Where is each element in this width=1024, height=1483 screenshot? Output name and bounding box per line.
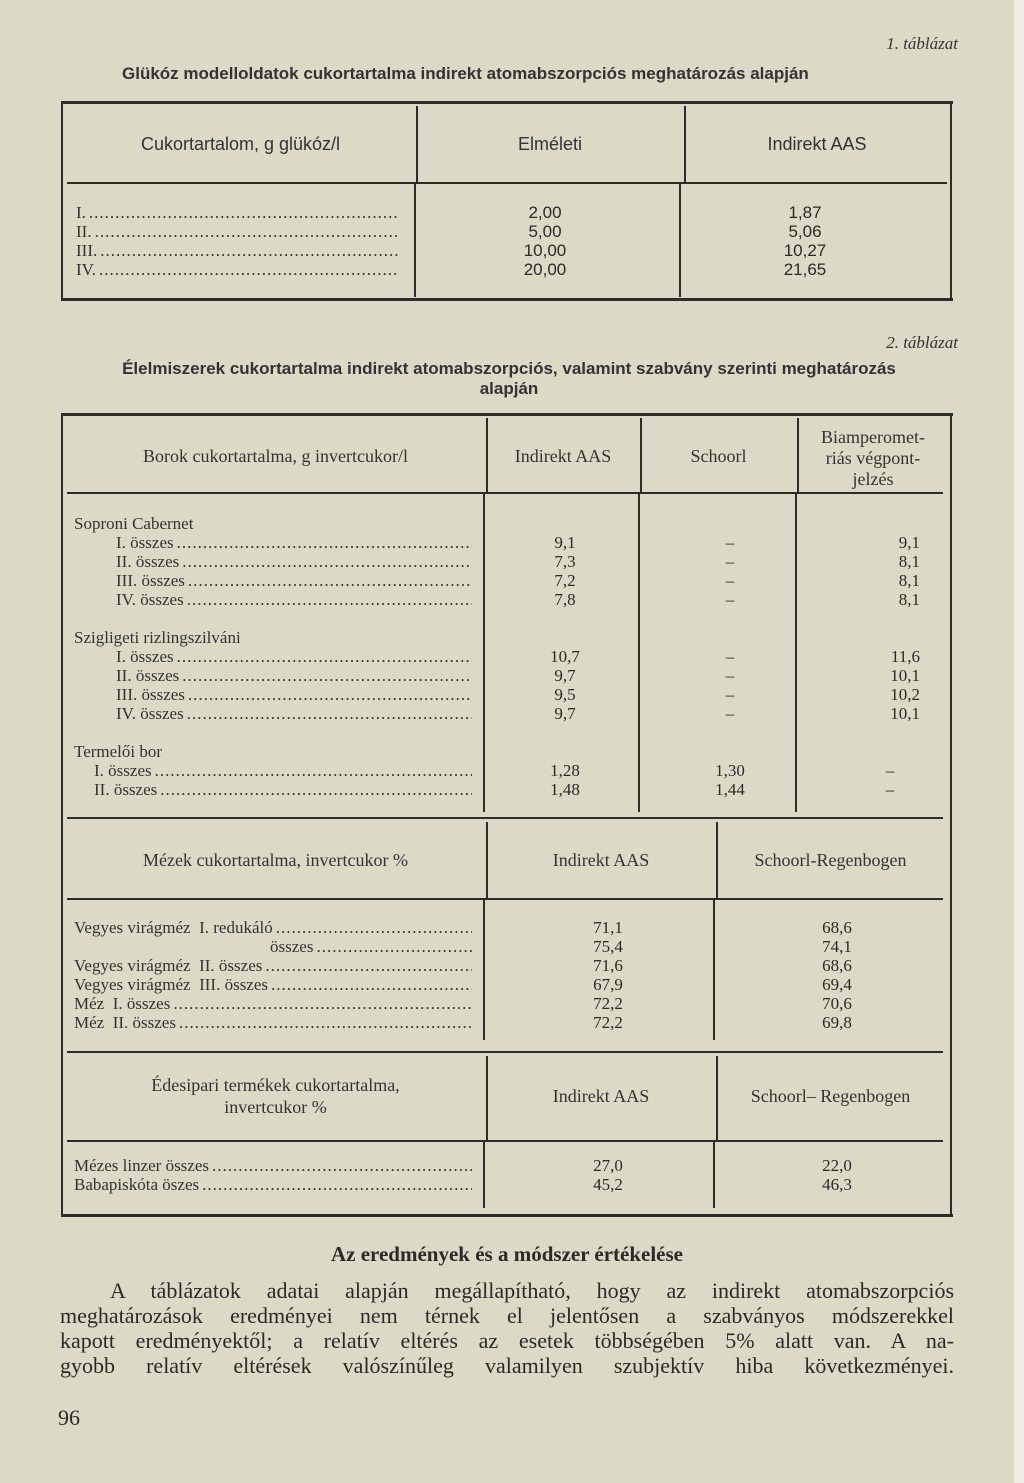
section-body — [60, 1278, 954, 1378]
honey-row-label: Vegyes virágméz I. redukáló — [74, 918, 273, 937]
table1-header-cukortartalom: Cukortartalom, g glükóz/l — [140, 134, 341, 154]
page-number: 96 — [58, 1405, 80, 1430]
confect-labels — [74, 1156, 472, 1194]
wine-row-label: II. összes — [116, 666, 180, 685]
wine-row-label: II. összes — [94, 780, 158, 799]
table1-number: 1. táblázat — [886, 34, 958, 53]
table1-title: Glükóz modelloldatok cukortartalma indirekt atomabszorpciós meghatározás alapján — [122, 64, 809, 83]
confect-schoorl-column — [797, 1156, 877, 1194]
wine-header-indirekt-aas: Indirekt AAS — [514, 446, 612, 466]
table1-aas-value: 5,06 — [788, 222, 822, 241]
table1-header-elmeleti: Elméleti — [517, 134, 583, 154]
honey-aas-value: 72,2 — [593, 1013, 623, 1032]
honey-row-label: Méz II. összes — [74, 1013, 176, 1032]
wine-aas-column — [525, 533, 605, 799]
wine-header-biamperometrias — [799, 427, 947, 490]
wine-schoorl-value: – — [725, 685, 735, 704]
table1-row-label: III. — [76, 241, 98, 260]
wine-schoorl-value: – — [725, 704, 735, 723]
wine-aas-value: 10,7 — [550, 647, 580, 666]
wine-biamp-value: 8,1 — [898, 590, 920, 609]
confect-aas-column — [568, 1156, 648, 1194]
wine-schoorl-column — [690, 533, 770, 799]
confect-schoorl-value: 22,0 — [822, 1156, 852, 1175]
table1-elmeleti-column — [500, 203, 590, 279]
confect-header-line1: Édesipari termékek cukortartalma, — [151, 1075, 400, 1095]
wine-biamp-value: 9,1 — [898, 533, 920, 552]
honey-schoorl-column — [797, 918, 877, 1032]
confect-header-line2: invertcukor % — [224, 1097, 327, 1117]
wine-schoorl-value: – — [725, 590, 735, 609]
confect-header-schoorl-regenbogen: Schoorl– Regenbogen — [750, 1086, 911, 1106]
wine-header-biamp-line3: jelzés — [852, 469, 894, 489]
wine-aas-value: 7,3 — [554, 552, 576, 571]
body-line: A táblázatok adatai alapján megállapítható, hogy az indirekt atomabszorpciós — [110, 1278, 954, 1303]
table1-row-label: IV. — [76, 260, 96, 279]
table1-aas-value: 1,87 — [788, 203, 822, 222]
wine-aas-value: 9,5 — [554, 685, 576, 704]
wine-schoorl-value: – — [725, 533, 735, 552]
honey-aas-column — [568, 918, 648, 1032]
table1-elmeleti-value: 10,00 — [523, 241, 567, 260]
confect-schoorl-value: 46,3 — [822, 1175, 852, 1194]
honey-schoorl-value: 68,6 — [822, 956, 852, 975]
honey-schoorl-value: 68,6 — [822, 918, 852, 937]
confect-row-label: Mézes linzer összes — [74, 1156, 210, 1175]
wine-schoorl-value: 1,30 — [715, 761, 745, 780]
wine-schoorl-value: – — [725, 552, 735, 571]
confect-header-indirekt-aas: Indirekt AAS — [552, 1086, 650, 1106]
table1-row-label: II. — [76, 222, 92, 241]
wine-labels — [74, 514, 472, 799]
table1-aas-value: 10,27 — [783, 241, 827, 260]
wine-biamp-value: 10,1 — [890, 666, 920, 685]
wine-group-name: Szigligeti rizlingszilváni — [74, 628, 241, 647]
honey-schoorl-value: 69,4 — [822, 975, 852, 994]
wine-row-label: IV. összes — [116, 590, 184, 609]
wine-row-label: III. összes — [116, 685, 185, 704]
wine-row-label: IV. összes — [116, 704, 184, 723]
wine-aas-value: 7,8 — [554, 590, 576, 609]
honey-header-indirekt-aas: Indirekt AAS — [552, 850, 650, 870]
wine-biamp-value: – — [885, 780, 895, 799]
wine-row-label: I. összes — [116, 533, 174, 552]
honey-labels — [74, 918, 472, 1032]
table2-title-line2: alapján — [479, 379, 539, 398]
section-heading: Az eredmények és a módszer értékelése — [330, 1242, 684, 1266]
honey-aas-value: 75,4 — [593, 937, 623, 956]
body-line: kapott eredményektől; a relatív eltérés az esetek többségében 5% alatt van. A na- — [60, 1328, 954, 1353]
honey-schoorl-value: 70,6 — [822, 994, 852, 1013]
wine-header-biamp-line2: riás végpont- — [825, 448, 921, 468]
honey-aas-value: 71,6 — [593, 956, 623, 975]
confect-row-label: Babapiskóta öszes — [74, 1175, 200, 1194]
wine-row-label: I. összes — [116, 647, 174, 666]
wine-biamp-value: 11,6 — [890, 647, 920, 666]
wine-aas-value: 9,7 — [554, 704, 576, 723]
honey-aas-value: 67,9 — [593, 975, 623, 994]
wine-biamp-value: 10,2 — [890, 685, 920, 704]
wine-aas-value: 9,1 — [554, 533, 576, 552]
wine-schoorl-value: 1,44 — [715, 780, 745, 799]
table2-number: 2. táblázat — [886, 333, 958, 352]
honey-schoorl-value: 74,1 — [822, 937, 852, 956]
wine-schoorl-value: – — [725, 571, 735, 590]
page-edge — [1014, 0, 1024, 1483]
wine-schoorl-value: – — [725, 647, 735, 666]
wine-biamp-value: 8,1 — [898, 571, 920, 590]
table1-row-label: I. — [76, 203, 86, 222]
wine-biamp-value: 8,1 — [898, 552, 920, 571]
wine-aas-value: 1,48 — [550, 780, 580, 799]
honey-header-schoorl-regenbogen: Schoorl-Regenbogen — [754, 850, 907, 870]
table1-elmeleti-value: 5,00 — [528, 222, 562, 241]
wine-row-label: III. összes — [116, 571, 185, 590]
wine-biamp-value: 10,1 — [890, 704, 920, 723]
honey-row-label: Vegyes virágméz III. összes — [74, 975, 269, 994]
honey-row-label: Méz I. összes — [74, 994, 171, 1013]
table1-labels — [76, 203, 398, 279]
wine-group-name: Soproni Cabernet — [74, 514, 194, 533]
wine-row-label: II. összes — [116, 552, 180, 571]
wine-biamp-column — [840, 533, 920, 799]
wine-header-borok: Borok cukortartalma, g invertcukor/l — [143, 446, 408, 466]
table2-title-line1: Élelmiszerek cukortartalma indirekt atomabszorpciós, valamint szabvány szerinti meghatározás — [122, 359, 896, 378]
wine-schoorl-value: – — [725, 666, 735, 685]
honey-aas-value: 72,2 — [593, 994, 623, 1013]
honey-row-label: összes — [270, 937, 314, 956]
confect-header-edesipari — [67, 1074, 484, 1118]
confect-aas-value: 27,0 — [593, 1156, 623, 1175]
wine-aas-value: 1,28 — [550, 761, 580, 780]
wine-aas-value: 7,2 — [554, 571, 576, 590]
honey-row-label: Vegyes virágméz II. összes — [74, 956, 263, 975]
wine-row-label: I. összes — [94, 761, 152, 780]
wine-group-name: Termelői bor — [74, 742, 163, 761]
honey-header-mezek: Mézek cukortartalma, invertcukor % — [143, 850, 408, 870]
table1-aas-column — [760, 203, 850, 279]
body-line: meghatározások eredményei nem térnek el jelentősen a szabványos módszerekkel — [60, 1303, 954, 1328]
table1-header-indirekt-aas: Indirekt AAS — [767, 134, 867, 154]
wine-aas-value: 9,7 — [554, 666, 576, 685]
table1-elmeleti-value: 2,00 — [528, 203, 562, 222]
wine-header-biamp-line1: Biamperomet- — [821, 427, 925, 447]
honey-aas-value: 71,1 — [593, 918, 623, 937]
honey-schoorl-value: 69,8 — [822, 1013, 852, 1032]
table1-aas-value: 21,65 — [783, 260, 827, 279]
confect-aas-value: 45,2 — [593, 1175, 623, 1194]
wine-biamp-value: – — [885, 761, 895, 780]
table1-elmeleti-value: 20,00 — [523, 260, 567, 279]
body-line: gyobb relatív eltérések valószínűleg valamilyen szubjektív hiba következményei. — [60, 1353, 954, 1378]
wine-header-schoorl: Schoorl — [690, 446, 747, 466]
